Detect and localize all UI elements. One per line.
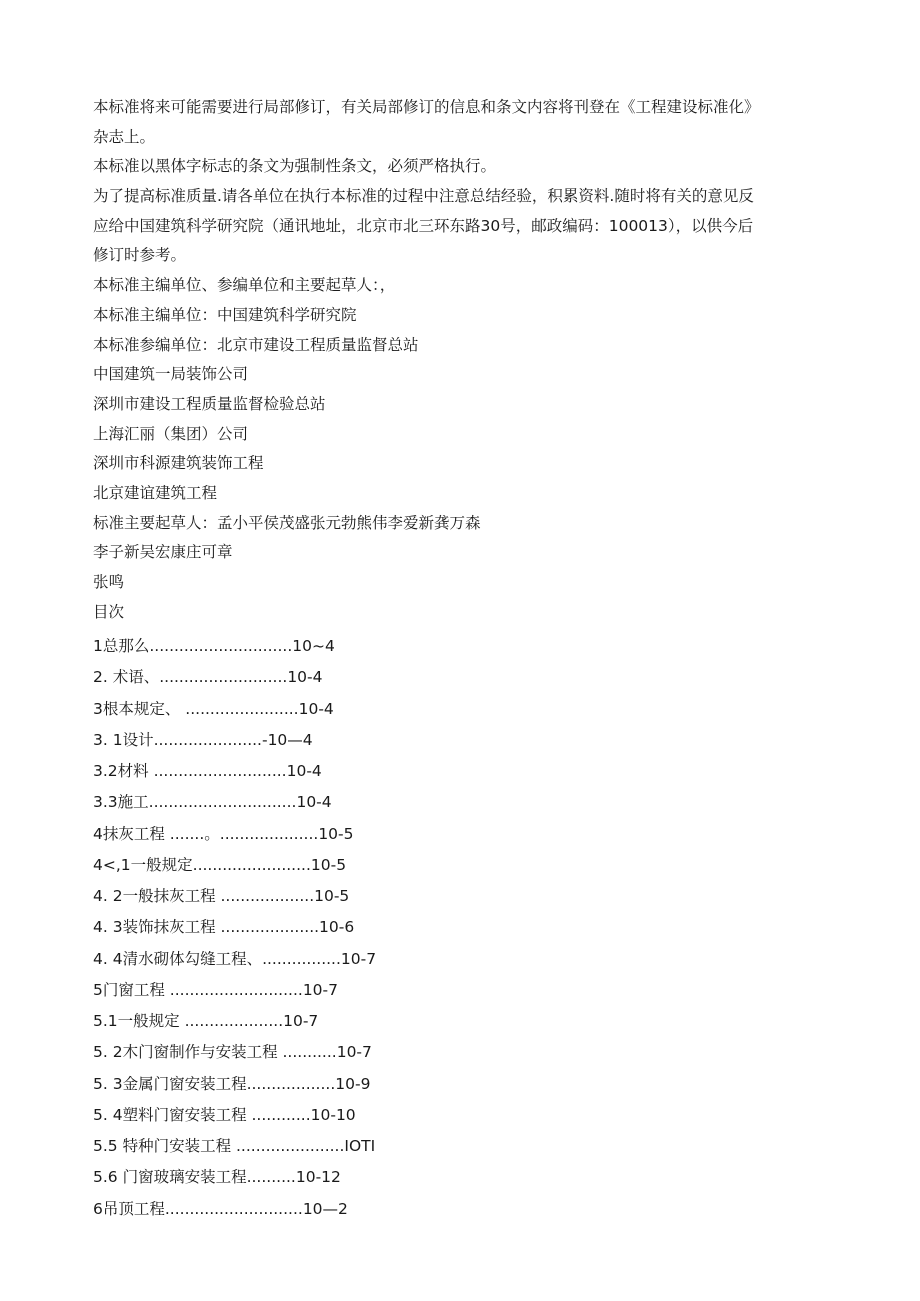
toc-entry: 4. 4清水砌体勾缝工程、................10-7	[93, 949, 377, 968]
toc-entry: 1总那么.............................10~4	[93, 637, 335, 655]
toc-entry: 5.1一般规定 ....................10-7	[93, 1012, 319, 1030]
toc-entry: 3.3施工..............................10-4	[93, 793, 332, 812]
toc-entry: 6吊顶工程............................10—2	[93, 1199, 348, 1218]
toc-entry: 5. 2木门窗制作与安装工程 ...........10-7	[93, 1043, 372, 1062]
toc-entry: 3根本规定、 .......................10-4	[93, 699, 334, 718]
toc-entry: 3.2材料 ...........................10-4	[93, 762, 322, 780]
preface-text	[93, 93, 833, 627]
paragraph-line: 为了提高标准质量.请各单位在执行本标准的过程中注意总结经验，积累资料.随时将有关的意见反	[93, 187, 754, 206]
paragraph-line: 深圳市科源建筑装饰工程	[93, 454, 264, 473]
paragraph-line: 本标准主编单位：中国建筑科学研究院	[93, 305, 357, 324]
paragraph-line: 本标准将来可能需要进行局部修订，有关局部修订的信息和条文内容将刊登在《工程建设标准化》	[93, 98, 760, 116]
paragraph-line: 上海汇丽（集团）公司	[93, 424, 249, 443]
toc-entry: 4. 3装饰抹灰工程 ....................10-6	[93, 918, 355, 937]
toc-entry: 5. 3金属门窗安装工程..................10-9	[93, 1074, 371, 1093]
paragraph-line: 本标准以黑体字标志的条文为强制性条文，必须严格执行。	[93, 157, 497, 176]
table-of-contents	[93, 631, 833, 1225]
paragraph-line: 本标准主编单位、参编单位和主要起草人：，	[93, 276, 396, 295]
paragraph-line: 本标准参编单位：北京市建设工程质量监督总站	[93, 335, 419, 354]
paragraph-line: 应给中国建筑科学研究院（通讯地址，北京市北三环东路30号，邮政编码：100013），以供今后	[93, 216, 754, 235]
toc-entry: 5.6 门窗玻璃安装工程..........10-12	[93, 1168, 341, 1187]
toc-entry: 5.5 特种门安装工程 ......................IOTI	[93, 1137, 376, 1155]
paragraph-line: 北京建谊建筑工程	[93, 483, 218, 502]
paragraph-line: 杂志上。	[93, 127, 156, 146]
toc-entry: 5门窗工程 ...........................10-7	[93, 980, 338, 999]
toc-entry: 2. 术语、..........................10-4	[93, 668, 323, 687]
paragraph-line: 修订时参考。	[93, 246, 187, 265]
paragraph-line: 张鸣	[93, 573, 125, 591]
paragraph-line: 标准主要起草人：孟小平侯茂盛张元勃熊伟李爱新龚万森	[93, 513, 481, 532]
toc-entry: 4抹灰工程 .......。....................10-5	[93, 824, 354, 843]
toc-entry: 3. 1设计......................-10—4	[93, 730, 313, 749]
paragraph-line: 李子新吴宏康庄可章	[93, 543, 233, 562]
paragraph-line: 深圳市建设工程质量监督检验总站	[93, 394, 326, 413]
toc-entry: 5. 4塑料门窗安装工程 ............10-10	[93, 1105, 356, 1124]
toc-entry: 4<,1一般规定........................10-5	[93, 855, 347, 874]
toc-heading: 目次	[93, 602, 125, 621]
paragraph-line: 中国建筑一局装饰公司	[93, 365, 249, 384]
toc-entry: 4. 2一般抹灰工程 ...................10-5	[93, 887, 350, 905]
